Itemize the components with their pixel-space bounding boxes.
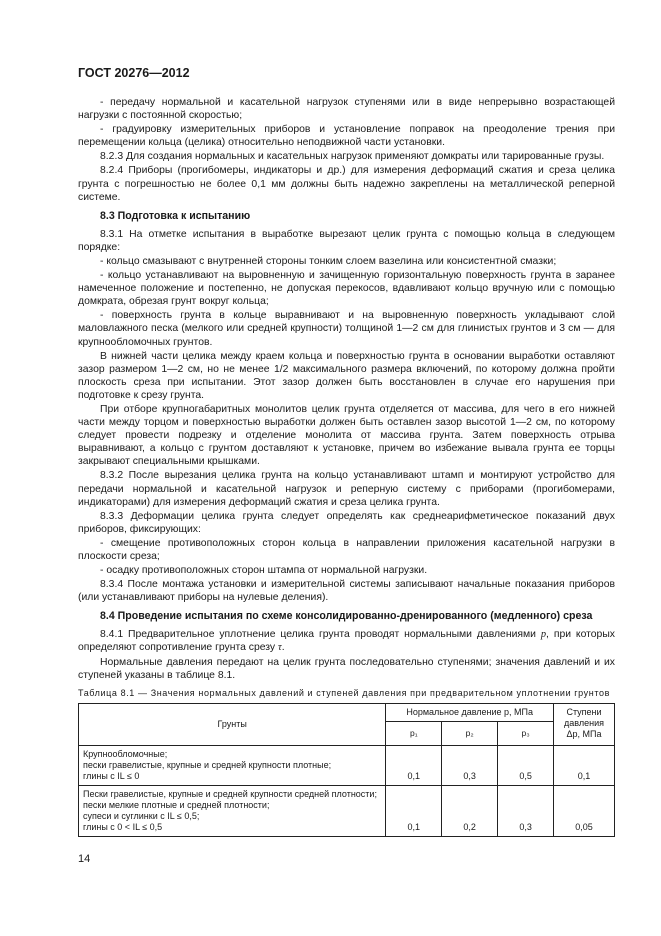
cell-line: Крупнообломочные; xyxy=(83,748,168,759)
text: , при которых определяют сопротивление грунта срезу xyxy=(78,629,615,654)
value-cell: 0,05 xyxy=(554,785,615,836)
page-content xyxy=(78,96,615,837)
paragraph: - передачу нормальной и касательной нагрузок ступенями или в виде непрерывно возрастающей нагрузки с постоянной скоростью; xyxy=(78,97,615,122)
paragraph: В нижней части целика между краем кольца и поверхностью грунта в основании выработки оставляют зазор размером 1—2 см, но не менее 1/2 максимального размера включений, по которому должна пройти плоскость среза при испытании. Этот зазор должен быть восстановлен в случае его нарушения при подготовке к срезу грунта. xyxy=(78,350,615,401)
paragraph: 8.2.4 Приборы (прогибомеры, индикаторы и др.) для измерения деформаций сжатия и среза целика грунта с погрешностью не более 0,1 мм должны быть надежно закреплены на металлической реперной системе. xyxy=(78,165,615,203)
table-caption: Таблица 8.1 — Значения нормальных давлений и ступеней давления при предварительном уплотнении грунтов xyxy=(78,687,610,698)
soil-cell xyxy=(79,785,386,836)
column-header-p3: p₃ xyxy=(498,721,554,745)
value-cell: 0,2 xyxy=(442,785,498,836)
soil-cell xyxy=(79,745,386,785)
paragraph: 8.3.3 Деформации целика грунта следует определять как среднеарифметическое показаний двух приборов, фиксирующих: xyxy=(78,510,615,535)
section-heading-8-3: 8.3 Подготовка к испытанию xyxy=(100,209,251,222)
paragraph: При отборе крупногабаритных монолитов целик грунта отделяется от массива, для чего в его нижней части между торцом и поверхностью выработки должен быть оставлен зазор высотой 1—2 см, по которому следует провести подрезку и отделение монолита от массива грунта. Затем поверхность отрыва выравнивают, а кольцо с грунтом доставляют к установке, причем во избежание вывала грунта ее торцы закрывают специальными крышками. xyxy=(78,403,615,468)
paragraph: - градуировку измерительных приборов и установление поправок на преодоление трения при перемещении кольца (целика) относительно неподвижной части установки. xyxy=(78,124,615,149)
paragraph: - смещение противоположных сторон кольца в направлении приложения касательной нагрузки в плоскости среза; xyxy=(78,537,615,562)
value-cell: 0,5 xyxy=(498,745,554,785)
section-heading-8-4: 8.4 Проведение испытания по схеме консолидированно-дренированного (медленного) среза xyxy=(100,610,593,623)
cell-line: Пески гравелистые, крупные и средней крупности средней плотности; xyxy=(83,788,377,799)
cell-line: супеси и суглинки с IL ≤ 0,5; xyxy=(83,810,200,821)
symbol-p: p xyxy=(540,629,547,641)
paragraph: - кольцо устанавливают на выровненную и зачищенную горизонтальную поверхность грунта в заранее намеченное положение и постепенно, не допуская перекосов, вдавливают кольцо вручную или с помощью домкрата, обрезая грунт вокруг кольца; xyxy=(78,270,615,308)
paragraph: - осадку противоположных сторон штампа от нормальной нагрузки. xyxy=(100,565,428,577)
column-header-pressure: Нормальное давление p, МПа xyxy=(386,703,554,721)
value-cell: 0,1 xyxy=(386,745,442,785)
value-cell: 0,3 xyxy=(498,785,554,836)
cell-line: пески мелкие плотные и средней плотности; xyxy=(83,799,270,810)
paragraph-8-4-1 xyxy=(78,628,615,654)
paragraph: 8.2.3 Для создания нормальных и касательных нагрузок применяют домкраты или тарированные грузы. xyxy=(100,151,605,163)
text: 8.4.1 Предварительное уплотнение целика грунта проводят нормальными давлениями xyxy=(100,629,541,641)
table-row xyxy=(79,745,615,785)
standard-header: ГОСТ 20276—2012 xyxy=(78,66,190,80)
table-8-1 xyxy=(78,703,615,837)
symbol-tau: τ xyxy=(278,642,282,654)
value-cell: 0,1 xyxy=(386,785,442,836)
column-header-step: Ступени давления Δp, МПа xyxy=(554,703,615,745)
paragraph: Нормальные давления передают на целик грунта последовательно ступенями; значения давлений и их ступеней указаны в таблице 8.1. xyxy=(78,656,615,681)
cell-line: глины с IL ≤ 0 xyxy=(83,770,140,781)
value-cell: 0,1 xyxy=(554,745,615,785)
text: . xyxy=(281,642,285,654)
cell-line: глины с 0 < IL ≤ 0,5 xyxy=(83,821,163,832)
column-header-p2: p₂ xyxy=(442,721,498,745)
column-header-soils: Грунты xyxy=(79,703,386,745)
table-row xyxy=(79,785,615,836)
paragraph: 8.3.2 После вырезания целика грунта на кольцо устанавливают штамп и монтируют устройство для передачи нормальной и касательной нагрузок и реперную систему с приборами (прогибомерами, индикаторами) для измерения деформаций сжатия и среза целика грунта. xyxy=(78,470,615,508)
page-number: 14 xyxy=(78,853,91,865)
paragraph: 8.3.1 На отметке испытания в выработке вырезают целик грунта с помощью кольца в следующем порядке: xyxy=(78,228,615,253)
paragraph: - поверхность грунта в кольце выравнивают и на выровненную поверхность укладывают слой маловлажного песка (мелкого или средней крупности) толщиной 1—2 см для глинистых грунтов и 3 см — для крупнообломочных грунтов. xyxy=(78,310,615,348)
value-cell: 0,3 xyxy=(442,745,498,785)
column-header-p1: p₁ xyxy=(386,721,442,745)
paragraph: - кольцо смазывают с внутренней стороны тонким слоем вазелина или консистентной смазки; xyxy=(100,255,557,267)
cell-line: пески гравелистые, крупные и средней крупности плотные; xyxy=(83,759,332,770)
paragraph: 8.3.4 После монтажа установки и измерительной системы записывают начальные показания приборов (или устанавливают приборы на нулевые деления). xyxy=(78,579,615,604)
